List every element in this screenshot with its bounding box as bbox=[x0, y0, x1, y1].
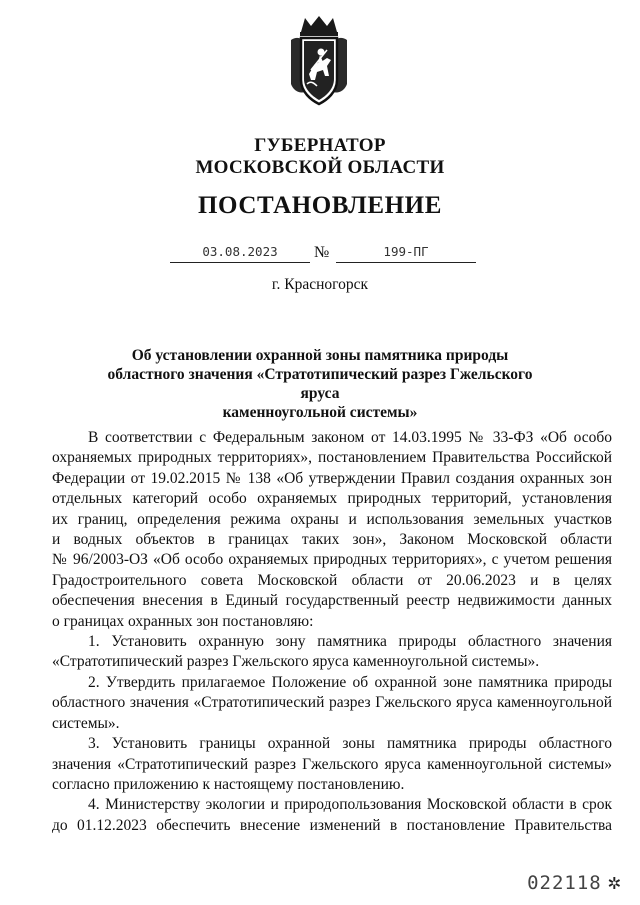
body-line: Федерации от 19.02.2015 № 138 «Об утверждении Правил создания охранных зон bbox=[52, 469, 612, 487]
number-sign: № bbox=[314, 244, 330, 261]
authority-line-1: ГУБЕРНАТОР bbox=[254, 135, 386, 156]
body-line: Градостроительного совета Московской области от 20.06.2023 и в целях bbox=[52, 571, 612, 589]
document-number: 199-ПГ bbox=[383, 244, 429, 259]
document-body bbox=[52, 428, 612, 836]
paragraph-item-4 bbox=[52, 795, 612, 836]
serial-number-stamp bbox=[527, 870, 622, 895]
document-type: ПОСТАНОВЛЕНИЕ bbox=[197, 192, 443, 219]
body-line: 2. Утвердить прилагаемое Положение об охранной зоне памятника природы bbox=[88, 673, 612, 691]
body-line: отдельных категорий особо охраняемых природных территорий, установления bbox=[52, 490, 612, 508]
paragraph-preamble bbox=[52, 428, 612, 632]
body-line: 1. Установить охранную зону памятника природы областного значения bbox=[88, 633, 612, 651]
number-underline bbox=[336, 262, 476, 263]
serial-number: 022118 bbox=[527, 872, 602, 894]
body-line: В соответствии с Федеральным законом от 14.03.1995 № 33-ФЗ «Об особо bbox=[88, 429, 612, 446]
body-line: о границах охранных зон постановляю: bbox=[52, 612, 314, 630]
paragraph-item-1 bbox=[52, 632, 612, 673]
body-line: согласно приложению к настоящему постановлению. bbox=[52, 775, 405, 793]
body-line: и водных объектов в границах таких зон», Законом Московской области bbox=[52, 531, 612, 549]
body-line: значения «Стратотипический разрез Гжельского яруса каменноугольной системы» bbox=[52, 755, 612, 773]
body-line: до 01.12.2023 обеспечить внесение изменений в постановление Правительства bbox=[52, 816, 612, 834]
body-line: их границ, определения режима охраны и использования земельных участков bbox=[52, 510, 612, 528]
paragraph-item-2 bbox=[52, 673, 612, 734]
title-line: каменноугольной системы» bbox=[222, 404, 418, 421]
body-line: системы». bbox=[52, 714, 120, 732]
body-line: № 96/2003-ОЗ «Об особо охраняемых природных территориях», с учетом решения bbox=[52, 551, 612, 569]
place-of-issue: г. Красногорск bbox=[271, 276, 369, 293]
body-line: 3. Установить границы охранной зоны памятника природы областного bbox=[88, 735, 612, 753]
body-line: «Стратотипический разрез Гжельского яруса каменноугольной системы». bbox=[52, 653, 540, 671]
body-line: обеспечения внесения в Единый государственный реестр недвижимости данных bbox=[52, 592, 612, 610]
document-date: 03.08.2023 bbox=[202, 244, 278, 259]
paragraph-item-3 bbox=[52, 734, 612, 795]
coat-of-arms-icon bbox=[287, 14, 351, 106]
body-line: 4. Министерству экологии и природопользования Московской области в срок bbox=[88, 796, 612, 814]
body-line: охраняемых природных территориях», постановлением Правительства Российской bbox=[52, 449, 612, 467]
document-title bbox=[90, 346, 550, 422]
date-underline bbox=[170, 262, 310, 263]
body-line: областного значения «Стратотипический разрез Гжельского яруса каменноугольной bbox=[52, 694, 612, 712]
authority-line-2: МОСКОВСКОЙ ОБЛАСТИ bbox=[195, 157, 445, 178]
date-number-line bbox=[0, 244, 640, 266]
title-line: Об установлении охранной зоны памятника природы bbox=[131, 347, 509, 364]
title-line: областного значения «Стратотипический разрез Гжельского яруса bbox=[107, 366, 533, 402]
asterisk-icon: ✲ bbox=[607, 870, 622, 895]
